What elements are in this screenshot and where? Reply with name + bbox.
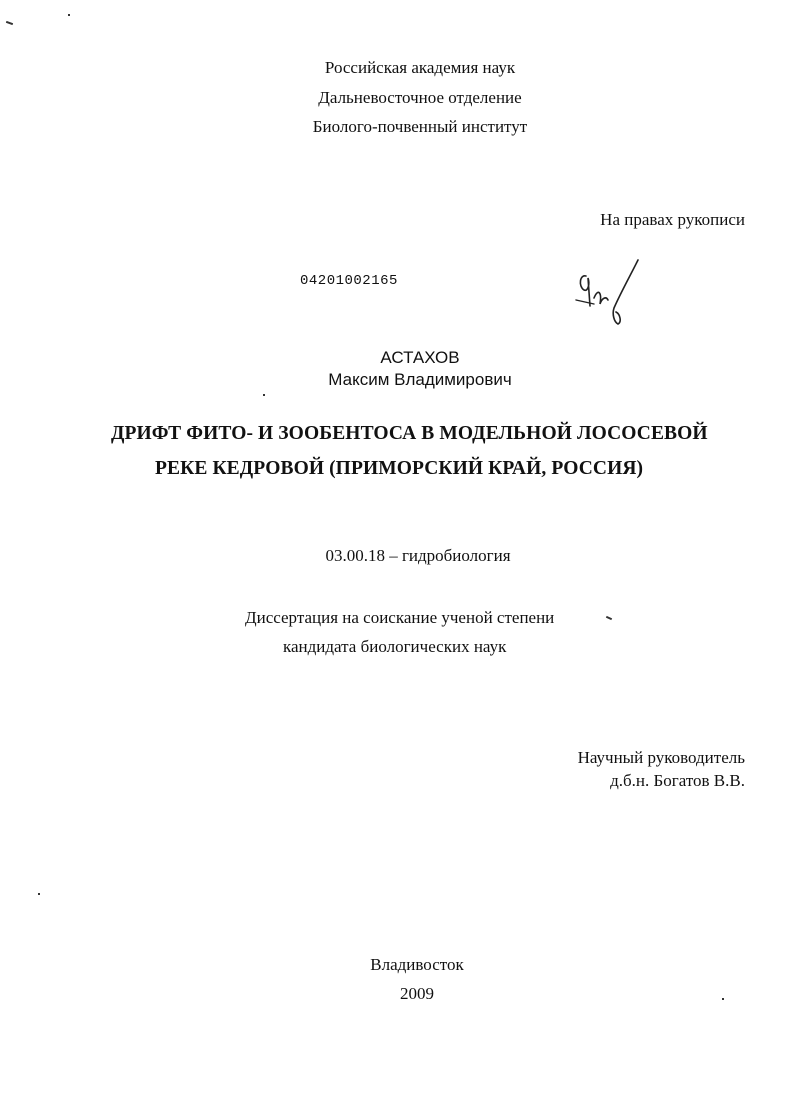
dissertation-title-line-1: ДРИФТ ФИТО- И ЗООБЕНТОСА В МОДЕЛЬНОЙ ЛОСОСЕВОЙ (111, 423, 708, 444)
scan-mark (722, 998, 724, 1000)
manuscript-rights: На правах рукописи (600, 210, 745, 229)
branch-name: Дальневосточное отделение (318, 88, 522, 107)
supervisor-name: д.б.н. Богатов В.В. (610, 771, 745, 790)
degree-line-2: кандидата биологических наук (283, 637, 507, 656)
year: 2009 (400, 984, 434, 1003)
dissertation-title-line-2: РЕКЕ КЕДРОВОЙ (ПРИМОРСКИЙ КРАЙ, РОССИЯ) (155, 458, 644, 479)
author-surname: АСТАХОВ (380, 348, 460, 367)
scan-mark (606, 616, 612, 620)
supervisor-label: Научный руководитель (577, 748, 745, 767)
scan-mark (38, 893, 40, 895)
degree-line-1: Диссертация на соискание ученой степени (245, 608, 555, 627)
signature-image (572, 258, 642, 328)
scan-mark (263, 394, 265, 396)
city: Владивосток (370, 955, 464, 974)
specialty-code: 03.00.18 – гидробиология (325, 546, 511, 565)
scan-mark (68, 14, 70, 16)
author-name: Максим Владимирович (328, 370, 512, 389)
academy-name: Российская академия наук (324, 58, 516, 77)
scan-mark (6, 21, 13, 25)
registration-number: 04201002165 (300, 273, 398, 289)
institute-name: Биолого-почвенный институт (312, 117, 528, 136)
